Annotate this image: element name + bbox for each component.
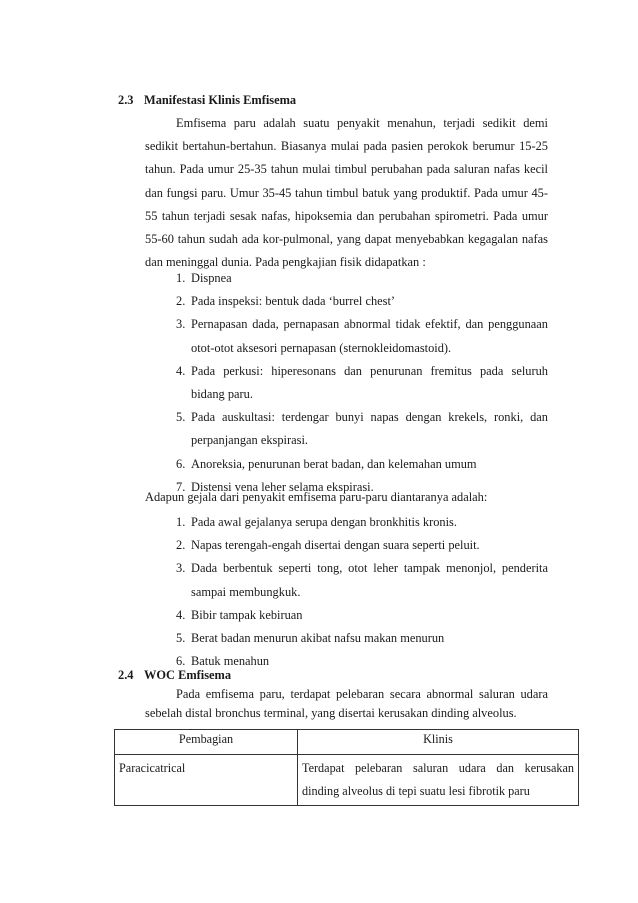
list-item-number: 5.	[176, 631, 186, 646]
list-item-number: 4.	[176, 363, 186, 378]
list-item	[176, 627, 548, 650]
list-item-number: 2.	[176, 538, 186, 553]
list-item-text: Bibir tampak kebiruan	[191, 607, 303, 622]
symptom-list-physical	[176, 267, 548, 499]
column-header: Pembagian	[115, 730, 298, 755]
section-title: WOC Emfisema	[144, 668, 232, 682]
list-intro: Adapun gejala dari penyakit emfisema paru-paru diantaranya adalah:	[145, 490, 488, 504]
list-item-number: 1.	[176, 271, 186, 285]
list-item-text: Pada perkusi: hiperesonans dan penurunan fremitus pada seluruh bidang paru.	[191, 363, 548, 402]
table-row	[115, 755, 579, 806]
list-item-number: 4.	[176, 607, 186, 622]
woc-paragraph	[145, 685, 548, 723]
symptom-list-general	[176, 511, 548, 673]
list-item-number: 6.	[176, 654, 186, 669]
list-item	[176, 453, 548, 476]
list-item	[176, 290, 548, 313]
list-item	[176, 267, 548, 290]
list-item-text: Dada berbentuk seperti tong, otot leher tampak menonjol, penderita sampai membungkuk.	[191, 561, 548, 599]
list-item	[176, 604, 548, 627]
list-item-number: 5.	[176, 410, 186, 425]
list-item-number: 2.	[176, 294, 186, 309]
list-item-number: 7.	[176, 479, 186, 494]
list-item-text: Anoreksia, penurunan berat badan, dan kelemahan umum	[191, 456, 477, 471]
list-item-number: 1.	[176, 515, 186, 529]
list-item	[176, 360, 548, 406]
section-number: 2.4	[118, 668, 134, 682]
list-item	[176, 557, 548, 603]
list-item-text: Dispnea	[191, 271, 232, 285]
list-item	[176, 511, 548, 534]
table-header-row	[115, 730, 579, 755]
body-paragraph	[145, 112, 548, 274]
list-item-text: Pada auskultasi: terdengar bunyi napas dengan krekels, ronki, dan perpanjangan ekspirasi.	[191, 410, 548, 448]
paragraph-text: Emfisema paru adalah suatu penyakit menahun, terjadi sedikit demi sedikit bertahun-bertahun. Biasanya mulai pada pasien perokok berumur 15-25 tahun. Pada umur 25-35 tahun mulai timbul perubahan pada saluran nafas kecil dan fungsi paru. Umur 35-45 tahun timbul batuk yang produktif. Pada umur 45-55 tahun terjadi sesak nafas, hipoksemia dan perubahan spirometri. Pada umur 55-60 tahun sudah ada kor-pulmonal, yang dapat menyebabkan kegagalan nafas dan meninggal dunia. Pada pengkajian fisik didapatkan :	[145, 116, 548, 270]
classification-table	[114, 729, 579, 806]
table-cell: Paracicatrical	[115, 755, 298, 806]
list-item-text: Distensi vena leher selama ekspirasi.	[191, 479, 374, 494]
list-item-text: Pernapasan dada, pernapasan abnormal tidak efektif, dan penggunaan otot-otot aksesori pernapasan (sternokleidomastoid).	[191, 317, 548, 355]
list-item	[176, 650, 548, 673]
list-item	[176, 313, 548, 359]
paragraph-text: Pada emfisema paru, terdapat pelebaran secara abnormal saluran udara sebelah distal bronchus terminal, yang disertai kerusakan dinding alveolus.	[145, 687, 548, 720]
list-item-text: Berat badan menurun akibat nafsu makan menurun	[191, 631, 445, 646]
list-item-number: 3.	[176, 317, 186, 332]
list-item-text: Pada awal gejalanya serupa dengan bronkhitis kronis.	[191, 515, 457, 529]
section-heading-2-3	[118, 93, 296, 108]
list-item-text: Pada inspeksi: bentuk dada ‘burrel chest’	[191, 294, 396, 309]
list-item-text: Batuk menahun	[191, 654, 270, 669]
list-item	[176, 406, 548, 452]
section-number: 2.3	[118, 93, 134, 107]
table-cell: Terdapat pelebaran saluran udara dan kerusakan dinding alveolus di tepi suatu lesi fibrotik paru	[298, 755, 579, 806]
section-heading-2-4	[118, 668, 231, 683]
list-item-number: 3.	[176, 561, 186, 576]
section-title: Manifestasi Klinis Emfisema	[144, 93, 297, 107]
list-item-text: Napas terengah-engah disertai dengan suara seperti peluit.	[191, 538, 480, 553]
list-item-number: 6.	[176, 456, 186, 471]
list-item	[176, 534, 548, 557]
column-header: Klinis	[298, 730, 579, 755]
